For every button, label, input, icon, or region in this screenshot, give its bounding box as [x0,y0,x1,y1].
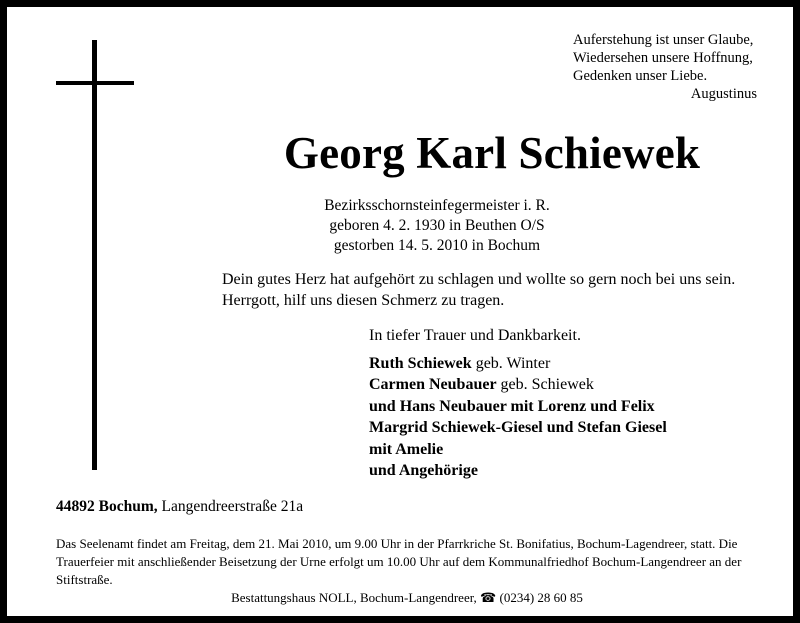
mourner-line [369,374,789,396]
quote-line: Wiedersehen unsere Hoffnung, [573,50,753,66]
mourner-suffix: geb. Winter [471,354,551,372]
mourner-name: mit Amelie [369,440,444,458]
undertaker-line [7,589,800,608]
address-city: 44892 Bochum, [56,498,158,515]
mourner-name: Carmen Neubauer [369,376,497,393]
mourner-line [369,417,789,439]
quote-line: Gedenken unser Liebe. [573,68,708,84]
deceased-details [307,196,567,256]
deceased-died: gestorben 14. 5. 2010 in Bochum [333,237,541,254]
family-address [56,497,556,517]
mourners-block [369,325,789,482]
quote-author: Augustinus [690,86,757,102]
address-street: Langendreerstraße 21a [157,498,304,515]
mourner-name: und Angehörige [369,462,478,479]
mourner-suffix: geb. Schiewek [496,376,594,393]
mourner-line [369,439,789,461]
mourner-line [369,353,789,375]
cross-icon-vertical-bar [92,40,97,470]
telephone-icon: ☎ [480,591,497,606]
undertaker-name: Bestattungshaus NOLL, Bochum-Langendreer, [231,590,477,605]
mourner-name: Margrid Schiewek-Giesel und Stefan Giesel [369,419,667,436]
mourner-name: und Hans Neubauer mit Lorenz und Felix [369,397,655,415]
mourners-intro: In tiefer Trauer und Dankbarkeit. [369,327,581,344]
deceased-name: Georg Karl Schiewek [283,128,701,178]
verse-line: Dein gutes Herz hat aufgehört zu schlagen und wollte so gern noch bei uns sein. [222,271,736,288]
deceased-profession: Bezirksschornsteinfegermeister i. R. [324,197,550,214]
verse-line: Herrgott, hilf uns diesen Schmerz zu tragen. [222,292,505,309]
mourner-name: Ruth Schiewek [369,354,472,372]
verse-block [222,269,782,311]
undertaker-phone: (0234) 28 60 85 [499,590,583,605]
deceased-born: geboren 4. 2. 1930 in Beuthen O/S [329,217,545,234]
quote-block [573,31,773,103]
mourner-line [369,460,789,482]
mourner-line [369,396,789,418]
cross-icon-horizontal-bar [56,81,134,85]
quote-line: Auferstehung ist unser Glaube, [573,32,754,48]
service-notice: Das Seelenamt findet am Freitag, dem 21. Mai 2010, um 9.00 Uhr in der Pfarrkriche St. Bonifatius, Bochum-Lagendreer, statt. Die Trauerfeier mit anschließender Beisetzung der Urne erfolgt um 10.00 Uhr auf dem Kommunalfriedhof Bochum-Langendreer an der Stiftstraße. [56,536,742,587]
